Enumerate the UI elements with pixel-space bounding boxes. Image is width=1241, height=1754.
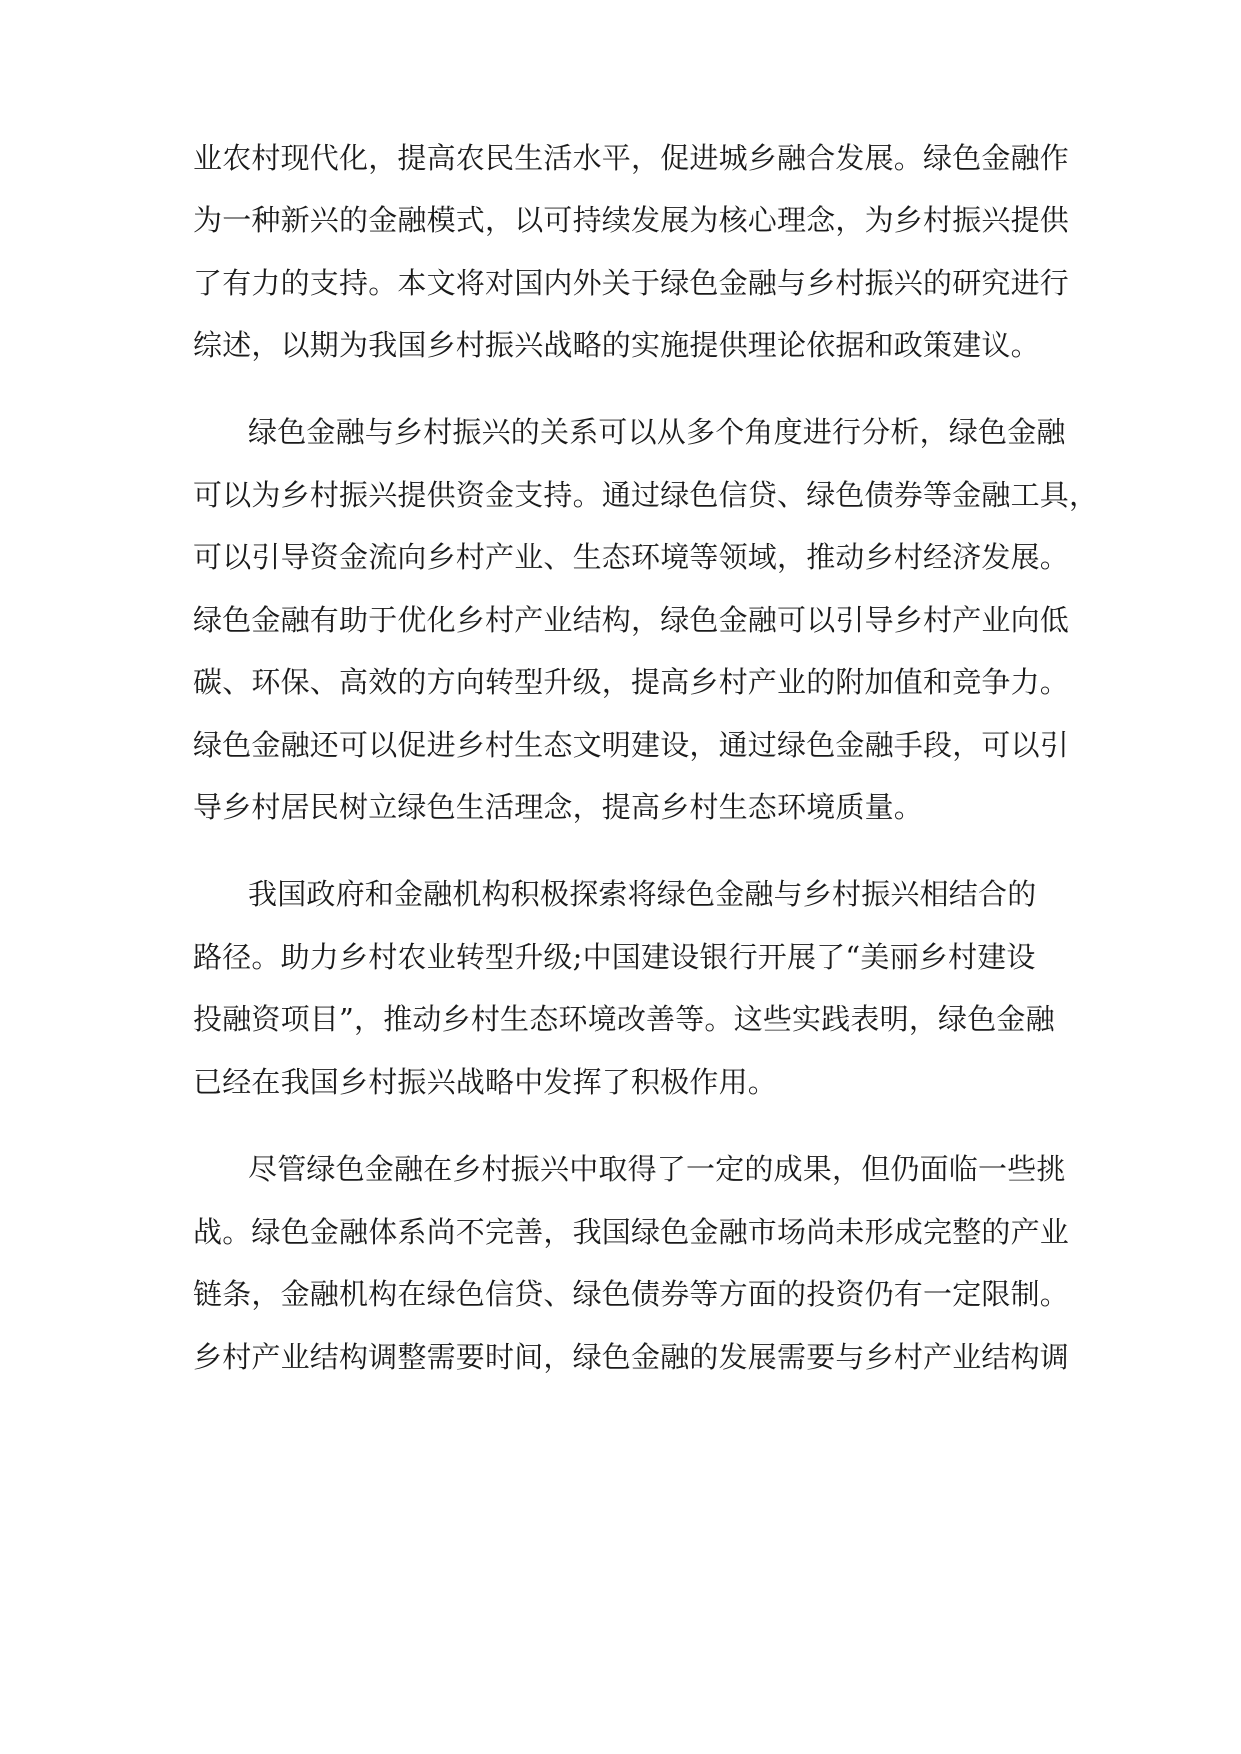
text-line: 可以为乡村振兴提供资金支持。通过绿色信贷、绿色债券等金融工具， [193,478,1099,512]
text-line: 链条，金融机构在绿色信贷、绿色债券等方面的投资仍有一定限制。 [193,1277,1070,1311]
text-line: 战。绿色金融体系尚不完善，我国绿色金融市场尚未形成完整的产业 [193,1215,1070,1249]
text-line: 碳、环保、高效的方向转型升级，提高乡村产业的附加值和竞争力。 [193,665,1070,699]
text-line: 为一种新兴的金融模式，以可持续发展为核心理念，为乡村振兴提供 [193,203,1070,237]
text-line: 绿色金融有助于优化乡村产业结构，绿色金融可以引导乡村产业向低 [193,603,1070,637]
text-line: 投融资项目”，推动乡村生态环境改善等。这些实践表明，绿色金融 [193,1002,1055,1036]
paragraph-start-line: 尽管绿色金融在乡村振兴中取得了一定的成果，但仍面临一些挑 [248,1152,1066,1186]
text-line: 乡村产业结构调整需要时间，绿色金融的发展需要与乡村产业结构调 [193,1340,1070,1374]
text-line: 可以引导资金流向乡村产业、生态环境等领域，推动乡村经济发展。 [193,540,1070,574]
text-line: 导乡村居民树立绿色生活理念，提高乡村生态环境质量。 [193,790,924,824]
text-line: 综述，以期为我国乡村振兴战略的实施提供理论依据和政策建议。 [193,328,1040,362]
text-line: 了有力的支持。本文将对国内外关于绿色金融与乡村振兴的研究进行 [193,266,1070,300]
text-line: 已经在我国乡村振兴战略中发挥了积极作用。 [193,1065,778,1099]
text-line: 路径。助力乡村农业转型升级;中国建设银行开展了“美丽乡村建设 [193,940,1036,974]
paragraph-start-line: 我国政府和金融机构积极探索将绿色金融与乡村振兴相结合的 [248,877,1037,911]
text-line: 绿色金融还可以促进乡村生态文明建设，通过绿色金融手段，可以引 [193,728,1070,762]
text-line: 业农村现代化，提高农民生活水平，促进城乡融合发展。绿色金融作 [193,141,1070,175]
paragraph-start-line: 绿色金融与乡村振兴的关系可以从多个角度进行分析，绿色金融 [248,415,1066,449]
